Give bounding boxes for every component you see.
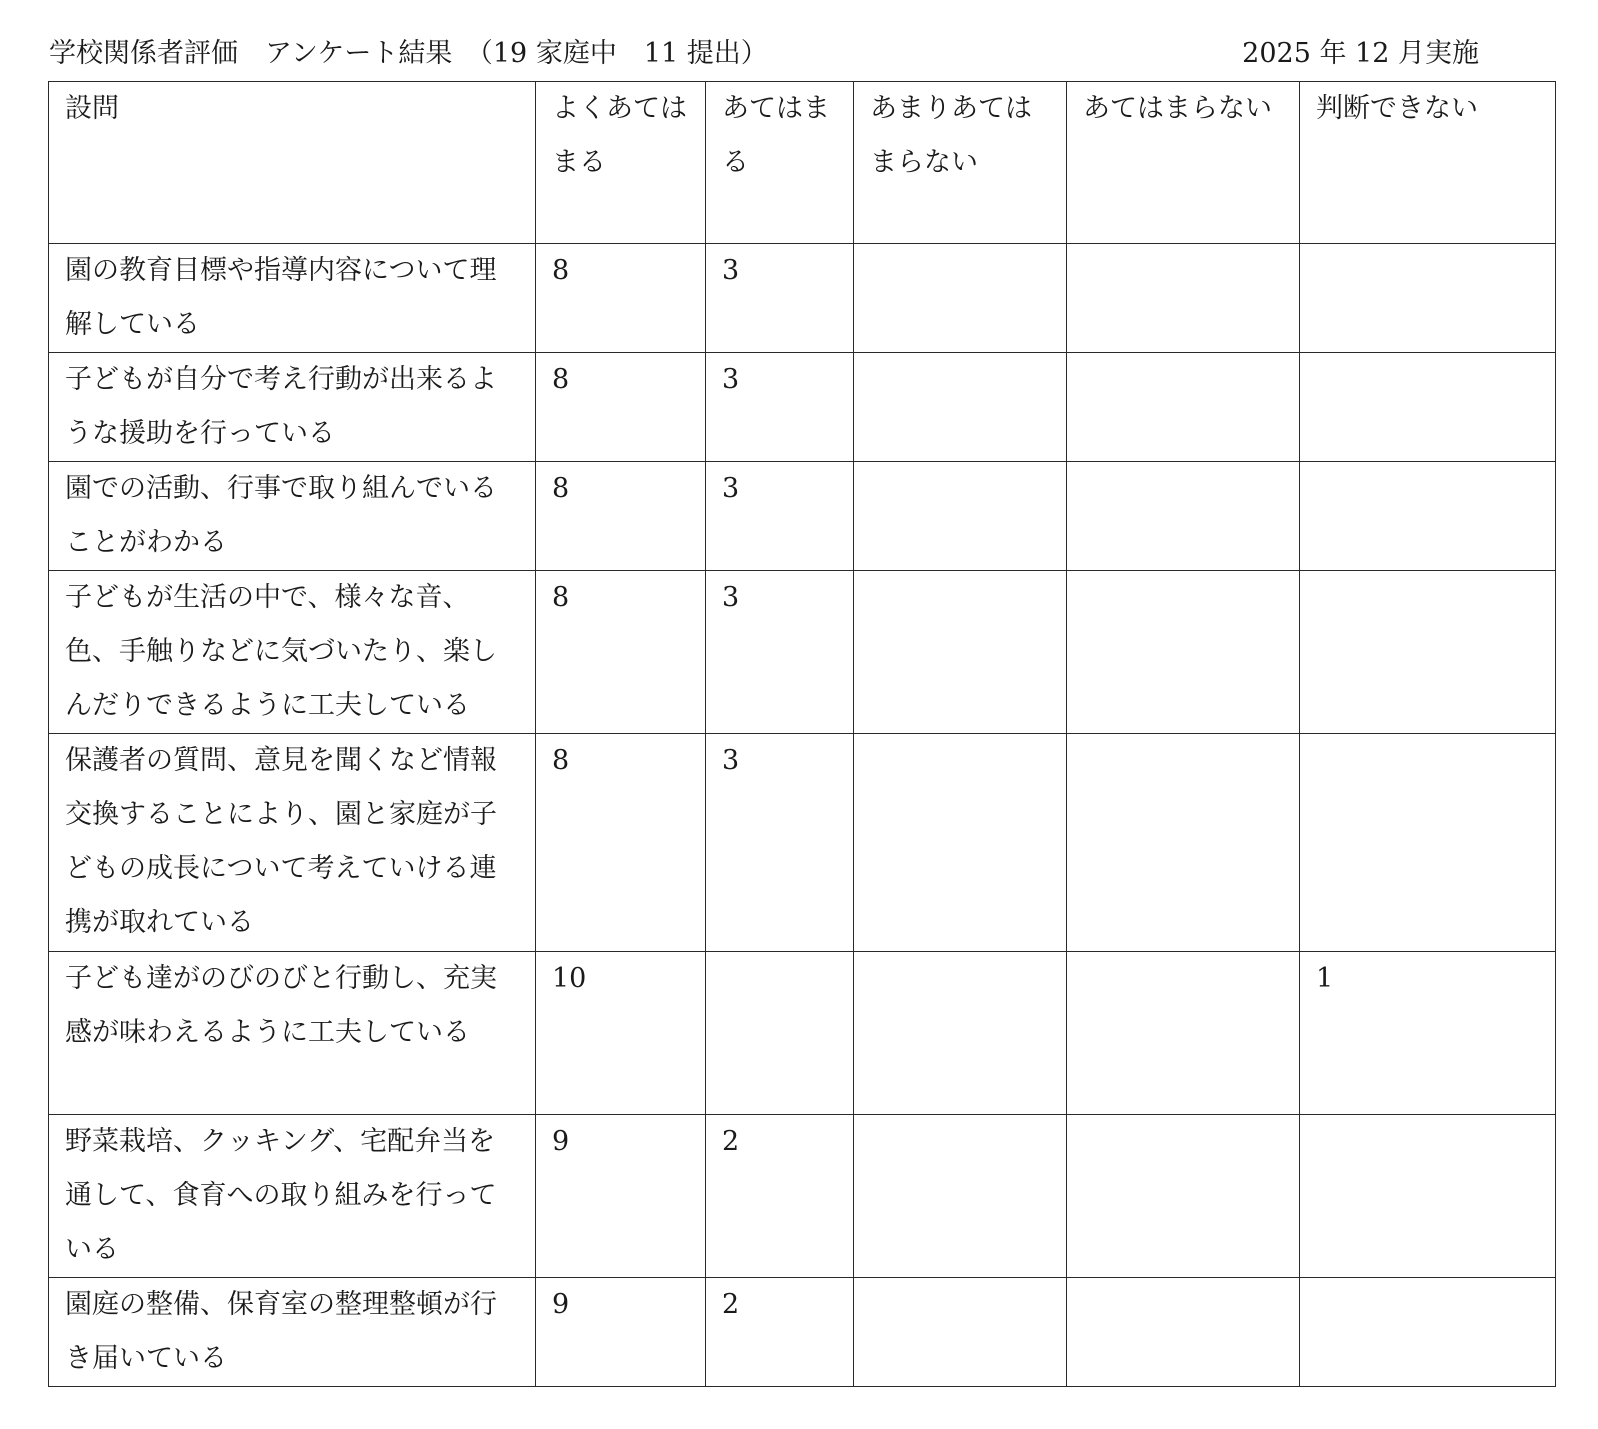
somewhat-disagree-count [854, 952, 1067, 1115]
somewhat-disagree-count [854, 571, 1067, 734]
column-header-agree: あてはまる [706, 82, 854, 244]
agree-count: 2 [706, 1278, 854, 1387]
strongly-agree-count: 9 [536, 1278, 706, 1387]
disagree-count [1067, 952, 1300, 1115]
agree-count: 3 [706, 734, 854, 952]
column-header-somewhat-disagree: あまりあてはまらない [854, 82, 1067, 244]
question-cell: 子どもが自分で考え行動が出来るような援助を行っている [49, 353, 536, 462]
question-cell: 子ども達がのびのびと行動し、充実感が味わえるように工夫している [49, 952, 536, 1115]
agree-count: 3 [706, 244, 854, 353]
question-cell: 子どもが生活の中で、様々な音、色、手触りなどに気づいたり、楽しんだりできるように工夫している [49, 571, 536, 734]
table-row [49, 1278, 1556, 1387]
disagree-count [1067, 462, 1300, 571]
table-row [49, 353, 1556, 462]
question-cell: 野菜栽培、クッキング、宅配弁当を通して、食育への取り組みを行っている [49, 1115, 536, 1278]
strongly-agree-count: 8 [536, 462, 706, 571]
strongly-agree-count: 8 [536, 353, 706, 462]
somewhat-disagree-count [854, 353, 1067, 462]
agree-count [706, 952, 854, 1115]
question-cell: 保護者の質問、意見を聞くなど情報交換することにより、園と家庭が子どもの成長について考えていける連携が取れている [49, 734, 536, 952]
agree-count: 2 [706, 1115, 854, 1278]
disagree-count [1067, 1278, 1300, 1387]
table-row [49, 244, 1556, 353]
disagree-count [1067, 353, 1300, 462]
somewhat-disagree-count [854, 244, 1067, 353]
table-row [49, 571, 1556, 734]
survey-results-table [48, 81, 1556, 1387]
cannot-judge-count [1300, 734, 1556, 952]
strongly-agree-count: 9 [536, 1115, 706, 1278]
somewhat-disagree-count [854, 1278, 1067, 1387]
cannot-judge-count [1300, 1115, 1556, 1278]
column-header-disagree: あてはまらない [1067, 82, 1300, 244]
table-row [49, 1115, 1556, 1278]
survey-title: 学校関係者評価 アンケート結果 （19 家庭中 11 提出） [49, 38, 768, 69]
column-header-question: 設問 [49, 82, 536, 244]
agree-count: 3 [706, 462, 854, 571]
disagree-count [1067, 244, 1300, 353]
agree-count: 3 [706, 353, 854, 462]
column-header-cannot-judge: 判断できない [1300, 82, 1556, 244]
table-row [49, 734, 1556, 952]
column-header-strongly-agree: よくあてはまる [536, 82, 706, 244]
agree-count: 3 [706, 571, 854, 734]
cannot-judge-count [1300, 462, 1556, 571]
table-header-row [49, 82, 1556, 244]
survey-date: 2025 年 12 月実施 [1242, 38, 1479, 69]
cannot-judge-count [1300, 244, 1556, 353]
strongly-agree-count: 8 [536, 244, 706, 353]
somewhat-disagree-count [854, 1115, 1067, 1278]
cannot-judge-count [1300, 353, 1556, 462]
disagree-count [1067, 1115, 1300, 1278]
strongly-agree-count: 10 [536, 952, 706, 1115]
cannot-judge-count: 1 [1300, 952, 1556, 1115]
disagree-count [1067, 734, 1300, 952]
strongly-agree-count: 8 [536, 734, 706, 952]
strongly-agree-count: 8 [536, 571, 706, 734]
question-cell: 園庭の整備、保育室の整理整頓が行き届いている [49, 1278, 536, 1387]
cannot-judge-count [1300, 571, 1556, 734]
table-row [49, 952, 1556, 1115]
cannot-judge-count [1300, 1278, 1556, 1387]
page-header [49, 34, 1479, 74]
question-cell: 園での活動、行事で取り組んでいることがわかる [49, 462, 536, 571]
disagree-count [1067, 571, 1300, 734]
somewhat-disagree-count [854, 462, 1067, 571]
question-cell: 園の教育目標や指導内容について理解している [49, 244, 536, 353]
table-row [49, 462, 1556, 571]
somewhat-disagree-count [854, 734, 1067, 952]
